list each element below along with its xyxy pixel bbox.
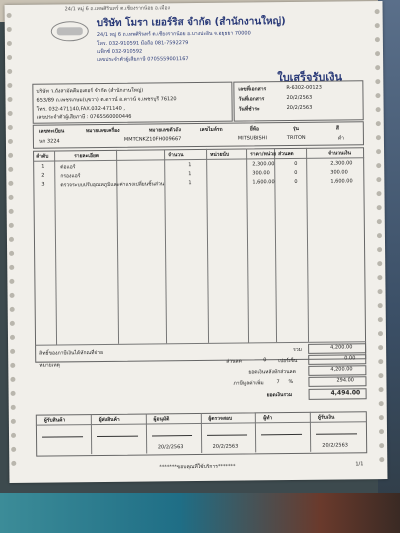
row-1-amount: 300.00 — [330, 169, 348, 176]
vehicle-box — [33, 121, 364, 148]
feed-hole — [8, 125, 13, 130]
doc-no-label: เลขที่เอกสาร — [238, 86, 267, 93]
vehicle-header-0: เลขทะเบียน — [38, 128, 65, 135]
feed-hole — [376, 163, 381, 168]
feed-hole — [11, 461, 16, 466]
thank-you-note: *******ขอบคุณที่ใช้บริการ******* — [159, 463, 236, 471]
discount-label: ส่วนลด — [226, 358, 242, 365]
receipt-paper — [5, 1, 388, 483]
vehicle-header-1: หมายเลขเครื่อง — [85, 127, 120, 135]
discount-box — [308, 354, 366, 365]
feed-hole — [379, 387, 384, 392]
row-1-qty: 1 — [188, 171, 192, 178]
feed-hole — [375, 23, 380, 28]
row-2-qty: 1 — [188, 180, 192, 187]
vehicle-header-5: รุ่น — [292, 125, 299, 132]
row-2-amount: 1,600.00 — [330, 178, 353, 185]
signature-date-3: 20/2/2563 — [212, 443, 239, 450]
feed-hole — [7, 27, 12, 32]
feed-hole — [376, 135, 381, 140]
background-floor — [0, 493, 400, 533]
vehicle-header-4: ยี่ห้อ — [249, 126, 260, 133]
row-1-desc: กรองแอร์ — [60, 173, 81, 180]
feed-hole — [9, 251, 14, 256]
row-0-amount: 2,300.00 — [330, 160, 353, 167]
feed-hole — [375, 51, 380, 56]
company-tel: โทร. 032-910591 มือถือ 081-7592279 — [96, 40, 189, 48]
row-2-desc: ตรวจระบบปรับอุณหภูมิและค่าแรงเปลี่ยนชิ้นส่วน — [60, 181, 165, 189]
row-0-disc: 0 — [294, 160, 298, 167]
vat-label: ภาษีมูลค่าเพิ่ม — [233, 380, 264, 387]
feed-hole — [376, 177, 381, 182]
feed-hole — [375, 79, 380, 84]
sum-value: 4,200.00 — [330, 344, 353, 351]
vehicle-chassis: MMTCNKZ10FH009667 — [123, 136, 182, 143]
feed-hole — [9, 223, 14, 228]
feed-hole — [375, 9, 380, 14]
feed-hole — [9, 265, 14, 270]
customer-address: 653/89 ถ.เพชรเกษม(บุขวา) ต.ดาวน์ อ.ดาวน์ จ.เพชรบุรี 76120 — [36, 96, 177, 104]
feed-hole — [10, 377, 15, 382]
feed-hole — [377, 205, 382, 210]
feed-hole — [376, 149, 381, 154]
vehicle-color: ดำ — [337, 135, 345, 142]
vehicle-header-3: เลขไมล์รถ — [199, 126, 223, 133]
feed-hole — [379, 401, 384, 406]
vehicle-brand: MITSUBISHI — [237, 135, 267, 142]
feed-hole — [378, 345, 383, 350]
signature-header-2: ผู้อนุมัติ — [153, 416, 170, 423]
feed-hole — [377, 247, 382, 252]
signature-line — [97, 430, 138, 437]
company-address: 24/1 หมู่ 6 ถ.เทพศิรินทร์ ต.เชียงรากน้อย อ.บางปะอิน จ.อยุธยา 70000 — [96, 30, 251, 39]
signature-header-4: ผู้ทำ — [263, 415, 273, 422]
feed-hole — [8, 167, 13, 172]
signature-line — [261, 428, 302, 435]
feed-hole — [9, 209, 14, 214]
signature-header-3: ผู้ตรวจสอบ — [208, 415, 233, 422]
feed-hole — [376, 107, 381, 112]
feed-hole — [11, 405, 16, 410]
feed-hole — [376, 191, 381, 196]
row-2-disc: 0 — [294, 178, 298, 185]
remark-label: หมายเหตุ — [39, 362, 60, 369]
tractor-feed-holes-left — [5, 5, 20, 483]
feed-hole — [7, 13, 12, 18]
discount-value: 0 — [263, 357, 267, 364]
company-tax-id: เลขประจำตัวผู้เสียภาษี 0705559001167 — [97, 56, 189, 64]
customer-phone: โทร. 032-471140,FAX.032-471140 , — [36, 105, 125, 113]
document-title: ใบเสร็จรับเงิน — [277, 70, 343, 85]
vehicle-plate: นก 3224 — [38, 138, 60, 145]
page-number: 1/1 — [355, 461, 364, 468]
row-1-disc: 0 — [294, 169, 298, 176]
row-1-no: 2 — [41, 172, 45, 179]
feed-hole — [7, 83, 12, 88]
customer-tax: เลขประจำตัวผู้เสียภาษี : 0765560000446 — [36, 113, 132, 121]
after-discount-label: ยอดเงินหลังหักส่วนลด — [248, 368, 296, 376]
row-0-price: 2,300.00 — [252, 161, 275, 168]
after-discount-value: 4,200.00 — [330, 366, 353, 373]
feed-hole — [7, 69, 12, 74]
feed-hole — [11, 433, 16, 438]
feed-hole — [379, 457, 384, 462]
feed-hole — [378, 359, 383, 364]
feed-hole — [377, 219, 382, 224]
feed-hole — [378, 373, 383, 378]
feed-hole — [9, 237, 14, 242]
sum-label: รวม — [293, 346, 302, 353]
grand-total-label: ยอดเงินรวม — [266, 392, 293, 399]
feed-hole — [377, 261, 382, 266]
amount-text-label: สิทธิ์ของภาษีเงินได้หักณที่จ่าย — [39, 349, 104, 357]
due-date-label: วันที่ชำระ — [238, 106, 260, 113]
row-0-qty: 1 — [188, 162, 192, 169]
signature-header-1: ผู้ส่งสินค้า — [98, 416, 120, 424]
customer-name: บริษัท ว.ถังสามัคคีมอเตอร์ จำกัด (สำนักงานใหญ่) — [36, 87, 144, 95]
signature-line — [42, 430, 83, 437]
signature-header-5: ผู้รับเงิน — [317, 414, 335, 421]
item-header-2: จำนวน — [168, 152, 184, 159]
top-strip-text: 24/1 หมู่ 6 ถ.เทพศิรินทร์ ต.เชียงรากน้อย อ.เมือง — [64, 5, 170, 13]
feed-hole — [7, 55, 12, 60]
company-name: บริษัท โมรา เยอร์ริส จำกัด (สำนักงานใหญ่) — [96, 16, 286, 30]
item-header-0: ลำดับ — [36, 153, 49, 160]
signature-header-0: ผู้รับสินค้า — [43, 417, 66, 424]
feed-hole — [11, 419, 16, 424]
item-header-6: จำนวนเงิน — [328, 150, 352, 157]
row-2-price: 1,600.00 — [252, 179, 275, 186]
feed-hole — [376, 121, 381, 126]
vat-percent-sign: % — [288, 378, 294, 386]
feed-hole — [7, 97, 12, 102]
signature-date-2: 20/2/2563 — [157, 444, 184, 451]
signature-date-5: 20/2/2563 — [322, 442, 348, 449]
row-0-desc: ต่อแอร์ — [60, 164, 76, 171]
item-header-5: ส่วนลด — [278, 150, 294, 158]
feed-hole — [378, 331, 383, 336]
doc-date-label: วันที่เอกสาร — [238, 96, 265, 103]
signature-line — [316, 427, 357, 434]
feed-hole — [8, 181, 13, 186]
feed-hole — [379, 429, 384, 434]
vat-value: 294.00 — [336, 377, 354, 384]
doc-no: R-6302-00123 — [286, 84, 322, 92]
item-header-3: หน่วยนับ — [210, 151, 230, 158]
feed-hole — [10, 307, 15, 312]
feed-hole — [11, 447, 16, 452]
signature-line — [152, 429, 193, 436]
grand-total-value: 4,494.00 — [330, 389, 361, 397]
feed-hole — [377, 275, 382, 280]
feed-hole — [10, 363, 15, 368]
feed-hole — [375, 65, 380, 70]
feed-hole — [378, 289, 383, 294]
row-2-no: 3 — [41, 181, 45, 188]
feed-hole — [8, 153, 13, 158]
feed-hole — [8, 139, 13, 144]
row-1-price: 300.00 — [252, 170, 270, 177]
feed-hole — [377, 233, 382, 238]
vat-rate: 7 — [276, 379, 280, 386]
feed-hole — [375, 93, 380, 98]
signature-line — [206, 428, 247, 435]
due-date: 20/2/2563 — [286, 104, 313, 112]
feed-hole — [7, 41, 12, 46]
discount-unit: เปอร์เซ็น — [278, 357, 298, 365]
feed-hole — [10, 335, 15, 340]
feed-hole — [8, 111, 13, 116]
feed-hole — [378, 303, 383, 308]
items-table — [33, 147, 366, 362]
feed-hole — [10, 349, 15, 354]
feed-hole — [375, 37, 380, 42]
discount-amount: 0.00 — [344, 355, 356, 362]
vehicle-model: TRITON — [286, 134, 306, 142]
item-header-4: ราคา/หน่วย — [250, 151, 277, 158]
feed-hole — [8, 195, 13, 200]
feed-hole — [379, 443, 384, 448]
row-0-no: 1 — [41, 163, 45, 170]
feed-hole — [10, 293, 15, 298]
vehicle-header-6: สี — [335, 125, 339, 132]
company-fax: แฟ็กซ์ 032-910592 — [96, 48, 143, 56]
vehicle-header-2: หมายเลขตัวถัง — [148, 127, 181, 134]
feed-hole — [11, 391, 16, 396]
feed-hole — [10, 321, 15, 326]
company-logo — [51, 21, 89, 41]
item-header-1: รายละเอียด — [74, 153, 100, 160]
feed-hole — [9, 279, 14, 284]
doc-date: 20/2/2563 — [286, 94, 313, 102]
feed-hole — [378, 317, 383, 322]
feed-hole — [379, 415, 384, 420]
